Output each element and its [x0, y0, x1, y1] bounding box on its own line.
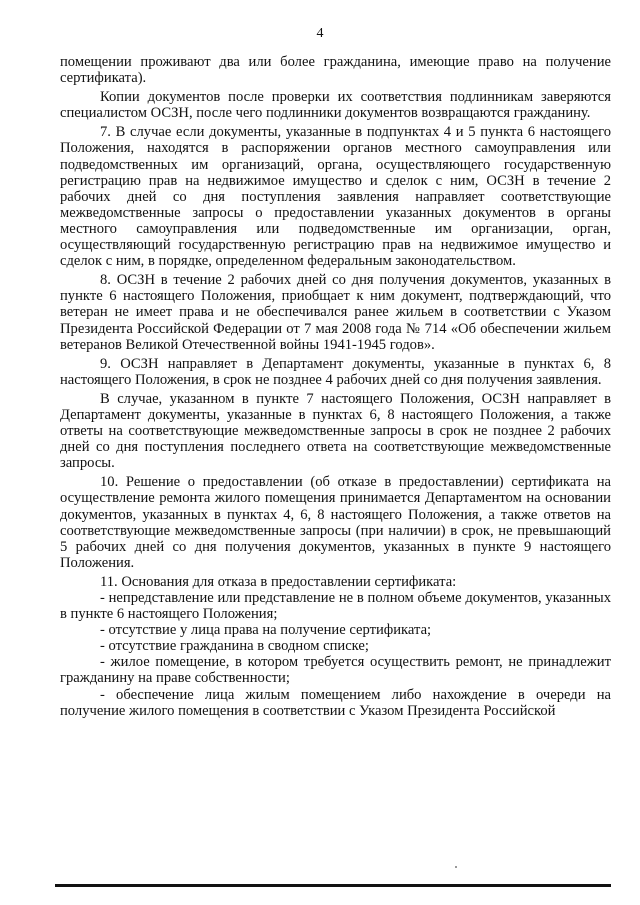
scan-speck: [455, 866, 457, 868]
paragraph-item-7: 7. В случае если документы, указанные в подпунктах 4 и 5 пункта 6 настоящего Положения, находятся в распоряжении органов местного самоуправления или подведомственных им организаций, органа, осуществляющего государственную регистрацию прав на недвижимое имущество и сделок с ним, ОСЗН в течение 2 рабочих дней со дня поступления заявления направляет соответствующие межведомственные запросы о предоставлении указанных документов в органы местного самоуправления или подведомственные им организации, орган, осуществляющий государственную регистрацию прав на недвижимое имущество и сделок с ним, в порядке, определенном федеральным законодательством.: [60, 124, 611, 270]
list-item-refusal-4: - жилое помещение, в котором требуется осуществить ремонт, не принадлежит гражданину на праве собственности;: [60, 654, 611, 687]
paragraph-continuation: помещении проживают два или более гражданина, имеющие право на получение сертификата).: [60, 54, 611, 87]
paragraph-item-9: 9. ОСЗН направляет в Департамент документы, указанные в пунктах 6, 8 настоящего Положения, в срок не позднее 4 рабочих дней со дня получения заявления.: [60, 355, 611, 388]
paragraph-item-10: 10. Решение о предоставлении (об отказе в предоставлении) сертификата на осуществление ремонта жилого помещения принимается Департаментом на основании документов, указанных в пунктах 4, 6, 8 настоящего Положения, а также ответов на соответствующие межведомственные запросы (при наличии) в срок, не превышающий 5 рабочих дней со дня получения документов, указанных в пункте 9 настоящего Положения.: [60, 474, 611, 571]
paragraph-copies: Копии документов после проверки их соответствия подлинникам заверяются специалистом ОСЗН, после чего подлинники документов возвращаются гражданину.: [60, 89, 611, 122]
list-item-refusal-3: - отсутствие гражданина в сводном списке;: [100, 638, 369, 655]
list-item-refusal-2: - отсутствие у лица права на получение сертификата;: [100, 622, 432, 639]
paragraph-item-8: 8. ОСЗН в течение 2 рабочих дней со дня получения документов, указанных в пункте 6 настоящего Положения, приобщает к ним документ, подтверждающий, что ветеран не имеет права и не обеспечивался ранее жильем в соответствии с Указом Президента Российской Федерации от 7 мая 2008 года № 714 «Об обеспечении жильем ветеранов Великой Отечественной войны 1941-1945 годов».: [60, 272, 611, 353]
list-item-refusal-5: - обеспечение лица жилым помещением либо нахождение в очереди на получение жилого помещения в соответствии с Указом Президента Российской: [60, 686, 611, 719]
footer-rule: [55, 884, 611, 887]
paragraph-item-9-case: В случае, указанном в пункте 7 настоящего Положения, ОСЗН направляет в Департамент документы, указанные в пунктах 6, 8 настоящего Положения, а также ответы на соответствующие межведомственные запросы в срок не позднее 2 рабочих дней со дня поступления последнего ответа на соответствующие межведомственные запросы.: [60, 390, 611, 472]
paragraph-item-11: 11. Основания для отказа в предоставлении сертификата:: [100, 573, 457, 590]
page-number: 4: [316, 26, 324, 41]
document-body: [60, 54, 611, 719]
list-item-refusal-1: - непредставление или представление не в полном объеме документов, указанных в пункте 6 настоящего Положения;: [60, 590, 611, 623]
